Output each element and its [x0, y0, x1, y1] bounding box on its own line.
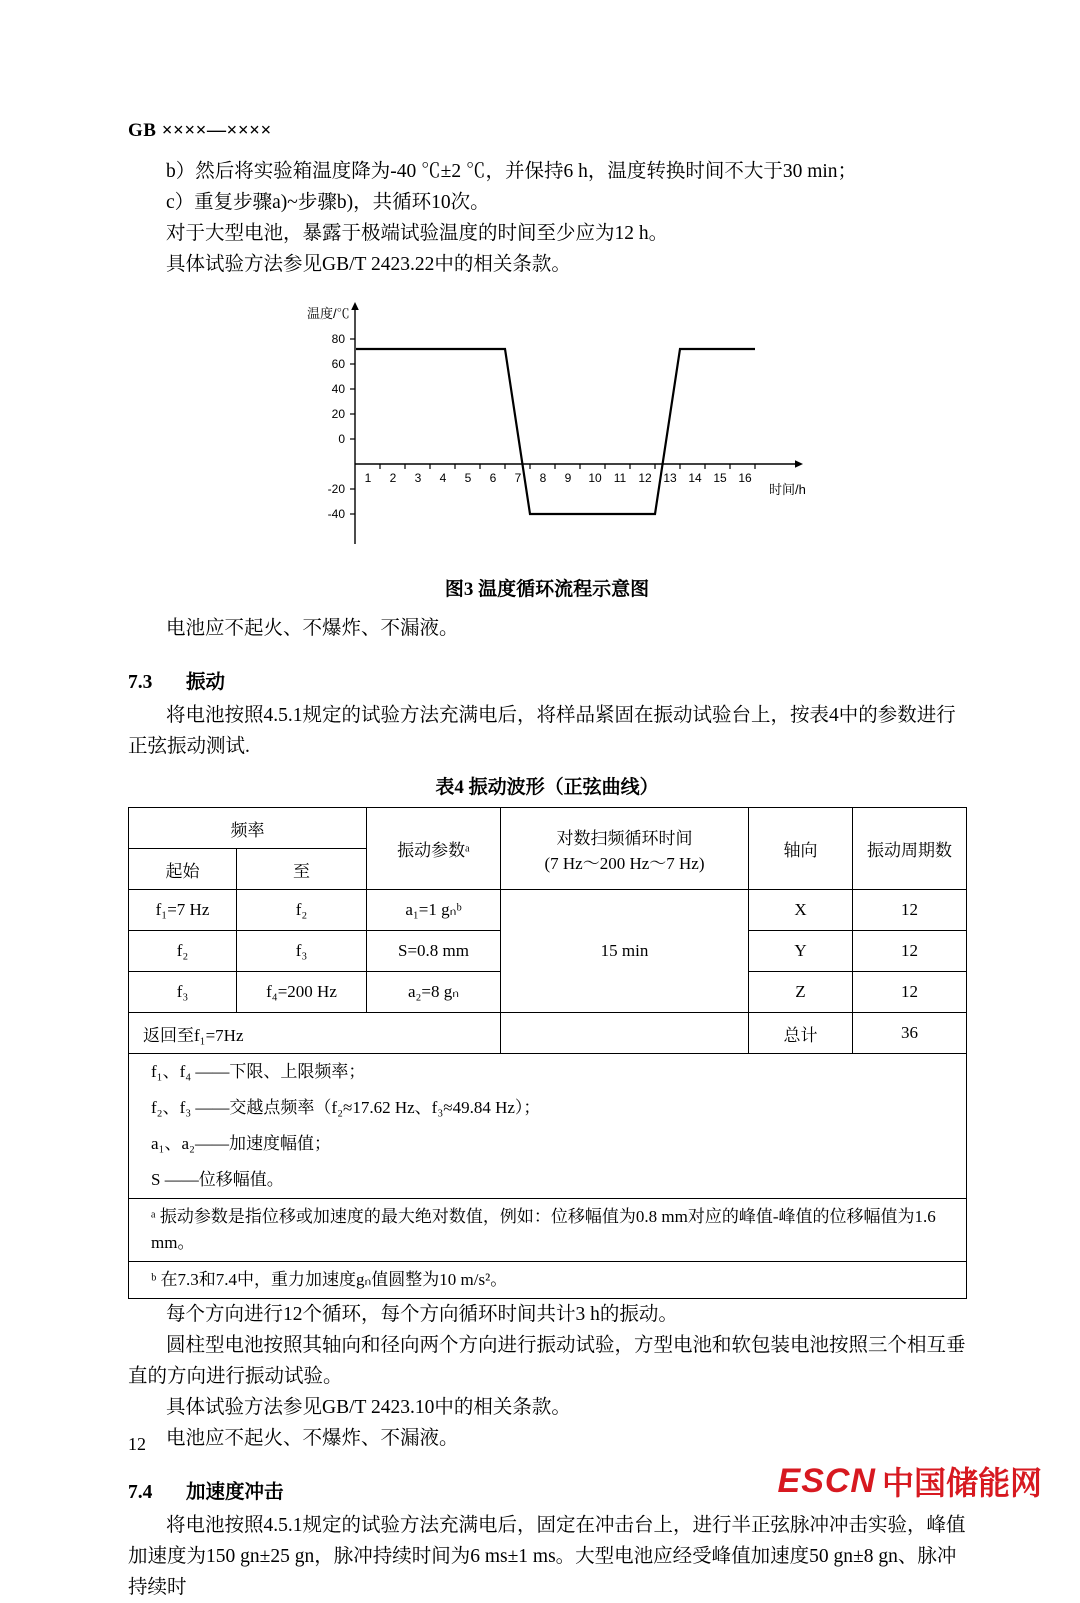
page-content — [128, 120, 966, 1603]
paragraph-7-3-intro: 将电池按照4.5.1规定的试验方法充满电后，将样品紧固在振动试验台上，按表4中的参数进行正弦振动测试. — [128, 705, 956, 757]
svg-text:时间/h: 时间/h — [769, 482, 806, 497]
section-title-7-3: 振动 — [186, 672, 226, 693]
cell-start-3: f₃ — [129, 972, 237, 1013]
cell-total-value: 36 — [853, 1013, 967, 1054]
table-note-row — [129, 1199, 967, 1262]
svg-text:-40: -40 — [327, 507, 345, 521]
cell-cycles-2: 12 — [853, 931, 967, 972]
table-note-row — [129, 1054, 967, 1091]
svg-text:80: 80 — [331, 332, 345, 346]
cell-sweep-time: 15 min — [501, 890, 749, 1013]
table-header-row-1 — [129, 808, 967, 849]
svg-text:5: 5 — [464, 471, 472, 485]
table-note-4: S ——位移幅值。 — [129, 1162, 967, 1199]
paragraph-7-3-result: 电池应不起火、不爆炸、不漏液。 — [166, 1428, 459, 1449]
document-header-code: GB ××××—×××× — [128, 120, 272, 141]
paragraph-method-reference: 具体试验方法参见GB/T 2423.22中的相关条款。 — [166, 254, 571, 275]
header-frequency-group: 频率 — [129, 808, 367, 849]
svg-text:60: 60 — [331, 357, 345, 371]
section-number-7-4: 7.4 — [128, 1482, 153, 1503]
cell-param-1: a₁=1 gₙᵇ — [367, 890, 501, 931]
header-log-sweep-line2: (7 Hz～200 Hz～7 Hz) — [544, 853, 705, 873]
table-note-1: f₁、f₄ ——下限、上限频率； — [129, 1054, 967, 1091]
watermark — [778, 1458, 1042, 1504]
cell-param-3: a₂=8 gₙ — [367, 972, 501, 1013]
paragraph-large-cell: 对于大型电池，暴露于极端试验温度的时间至少应为12 h。 — [166, 223, 669, 244]
svg-text:13: 13 — [663, 471, 677, 485]
svg-text:0: 0 — [338, 432, 345, 446]
svg-text:8: 8 — [539, 471, 547, 485]
cell-sweep-blank — [501, 1013, 749, 1054]
paragraph-7-3-directions: 圆柱型电池按照其轴向和径向两个方向进行振动试验，方型电池和软包装电池按照三个相互垂直的方向进行振动试验。 — [128, 1335, 966, 1387]
header-log-sweep-line1: 对数扫频循环时间 — [556, 828, 693, 848]
table-note-a: ᵃ 振动参数是指位移或加速度的最大绝对数值，例如：位移幅值为0.8 mm对应的峰值-峰值的位移幅值为1.6 mm。 — [129, 1199, 967, 1262]
svg-text:15: 15 — [713, 471, 727, 485]
svg-text:11: 11 — [613, 471, 627, 485]
list-item-c: c）重复步骤a)~步骤b)，共循环10次。 — [166, 192, 490, 213]
table-row — [129, 890, 967, 931]
svg-text:2: 2 — [389, 471, 397, 485]
table-row-return — [129, 1013, 967, 1054]
svg-text:7: 7 — [514, 471, 522, 485]
table-note-2: f₂、f₃ ——交越点频率（f₂≈17.62 Hz、f₃≈49.84 Hz）； — [129, 1090, 967, 1126]
header-axis: 轴向 — [749, 808, 853, 890]
svg-text:14: 14 — [688, 471, 702, 485]
svg-text:1: 1 — [364, 471, 372, 485]
header-frequency-start: 起始 — [129, 849, 237, 890]
table-4-caption: 表4 振动波形（正弦曲线） — [435, 777, 659, 798]
chart-svg — [277, 296, 817, 566]
svg-text:20: 20 — [331, 407, 345, 421]
table-note-row — [129, 1090, 967, 1126]
watermark-latin: ESCN — [777, 1461, 876, 1500]
cell-return-frequency: 返回至f₁=7Hz — [129, 1013, 501, 1054]
cell-start-1: f₁=7 Hz — [129, 890, 237, 931]
cell-end-1: f₂ — [237, 890, 367, 931]
cell-param-2: S=0.8 mm — [367, 931, 501, 972]
section-heading-7-3 — [128, 666, 966, 694]
header-log-sweep-time — [501, 808, 749, 890]
section-title-7-4: 加速度冲击 — [186, 1482, 284, 1503]
watermark-chinese: 中国储能网 — [881, 1465, 1042, 1501]
header-cycle-count: 振动周期数 — [853, 808, 967, 890]
table-note-row — [129, 1126, 967, 1162]
cell-total-label: 总计 — [749, 1013, 853, 1054]
header-vibration-parameter: 振动参数ᵃ — [367, 808, 501, 890]
page-number: 12 — [128, 1434, 146, 1454]
vibration-waveform-table — [128, 807, 967, 1299]
paragraph-7-3-method-ref: 具体试验方法参见GB/T 2423.10中的相关条款。 — [166, 1397, 571, 1418]
table-note-b: ᵇ 在7.3和7.4中，重力加速度gₙ值圆整为10 m/s²。 — [129, 1262, 967, 1299]
paragraph-7-3-cycles: 每个方向进行12个循环，每个方向循环时间共计3 h的振动。 — [166, 1304, 678, 1325]
header-frequency-end: 至 — [237, 849, 367, 890]
cell-end-2: f₃ — [237, 931, 367, 972]
temperature-cycle-chart — [277, 296, 817, 566]
cell-axis-3: Z — [749, 972, 853, 1013]
cell-start-2: f₂ — [129, 931, 237, 972]
paragraph-7-4-intro: 将电池按照4.5.1规定的试验方法充满电后，固定在冲击台上，进行半正弦脉冲冲击实验，峰值加速度为150 gn±25 gn，脉冲持续时间为6 ms±1 ms。大型电池应经受峰值加速度50 gn±8 gn、脉冲持续时 — [128, 1515, 966, 1598]
svg-text:-20: -20 — [327, 482, 345, 496]
paragraph-after-figure: 电池应不起火、不爆炸、不漏液。 — [166, 618, 459, 639]
cell-end-3: f₄=200 Hz — [237, 972, 367, 1013]
svg-text:10: 10 — [588, 471, 602, 485]
cell-cycles-3: 12 — [853, 972, 967, 1013]
svg-text:温度/℃: 温度/℃ — [307, 306, 350, 321]
svg-text:6: 6 — [489, 471, 497, 485]
list-item-b: b）然后将实验箱温度降为-40 ℃±2 ℃，并保持6 h，温度转换时间不大于30 min； — [166, 161, 858, 182]
figure-3 — [128, 296, 966, 566]
table-note-row — [129, 1162, 967, 1199]
section-number-7-3: 7.3 — [128, 672, 153, 693]
table-note-3: a₁、a₂——加速度幅值； — [129, 1126, 967, 1162]
table-note-row — [129, 1262, 967, 1299]
figure-3-caption: 图3 温度循环流程示意图 — [444, 579, 650, 600]
cell-axis-2: Y — [749, 931, 853, 972]
svg-text:12: 12 — [638, 471, 652, 485]
cell-cycles-1: 12 — [853, 890, 967, 931]
svg-text:40: 40 — [331, 382, 345, 396]
svg-text:16: 16 — [738, 471, 752, 485]
svg-text:3: 3 — [414, 471, 422, 485]
svg-text:9: 9 — [564, 471, 572, 485]
svg-text:4: 4 — [439, 471, 447, 485]
cell-axis-1: X — [749, 890, 853, 931]
